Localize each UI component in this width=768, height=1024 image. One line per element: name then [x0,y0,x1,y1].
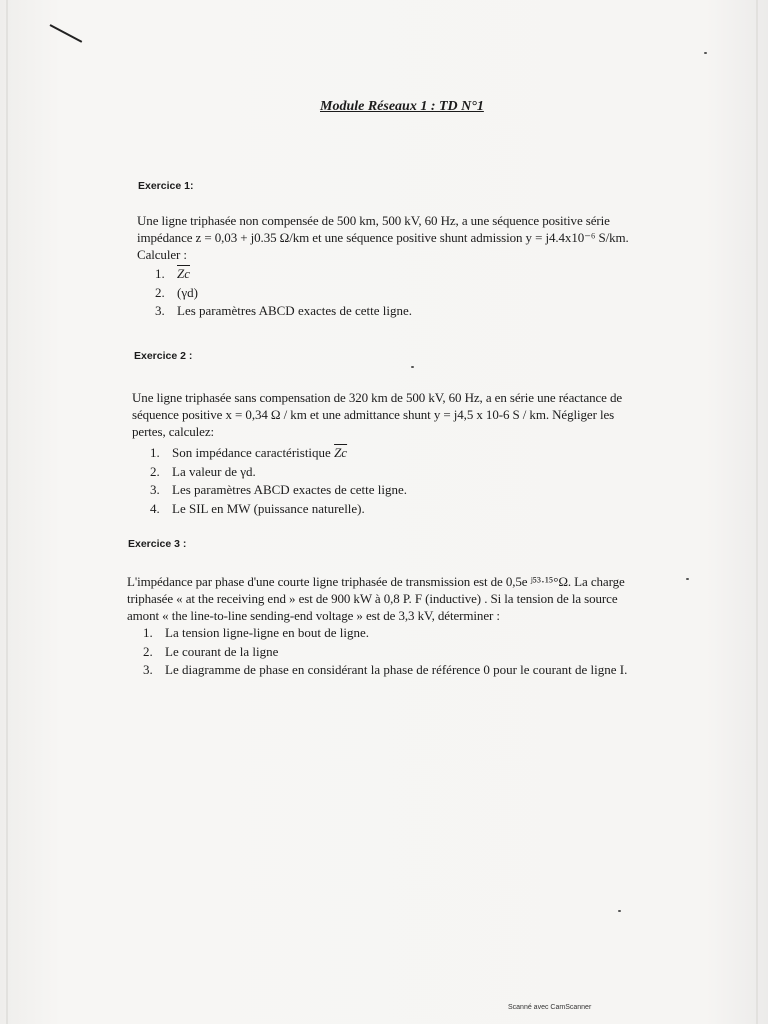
question-item: 3. Les paramètres ABCD exactes de cette ligne. [150,482,407,497]
exercise-3-questions [143,624,627,680]
question-item: 1. La tension ligne-ligne en bout de ligne. [143,625,369,640]
scan-speck [686,578,689,580]
exercise-2-questions [150,444,407,518]
statement-line: impédance z = 0,03 + j0.35 Ω/km et une séquence positive shunt admission y = j4.4x10⁻⁶ S/km. [137,230,629,245]
scan-edge-right [756,0,758,1024]
question-item: 2. (γd) [155,284,198,300]
question-item: 4. Le SIL en MW (puissance naturelle). [150,500,365,516]
scan-speck [618,910,621,912]
statement-line: pertes, calculez: [132,424,215,439]
statement-line: Une ligne triphasée non compensée de 500 km, 500 kV, 60 Hz, a une séquence positive série [137,213,610,228]
scan-edge-left [6,0,8,1024]
exercise-1-statement [137,212,629,263]
question-item: 3. Les paramètres ABCD exactes de cette ligne. [155,303,412,318]
statement-line: triphasée « at the receiving end » est de 900 kW à 0,8 P. F (inductive) . Si la tension de la source [127,591,618,606]
statement-line: Calculer : [137,247,187,262]
statement-line: amont « the line-to-line sending-end voltage » est de 3,3 kV, déterminer : [127,608,500,623]
statement-line: séquence positive x = 0,34 Ω / km et une admittance shunt y = j4,5 x 10-6 S / km. Négliger les [132,407,615,422]
exercise-3-heading: Exercice 3 : [128,538,187,550]
statement-line: Une ligne triphasée sans compensation de 320 km de 500 kV, 60 Hz, a en série une réactance de [132,390,623,405]
scan-speck [704,52,707,54]
exercise-1-questions [155,265,412,321]
question-item: 3. Le diagramme de phase en considérant la phase de référence 0 pour le courant de ligne I. [143,662,628,677]
scanner-watermark: Scanné avec CamScanner [508,1004,592,1011]
question-item: 2. Le courant de la ligne [143,643,279,659]
pen-mark [50,24,83,43]
scan-speck [411,366,414,368]
question-item: 1. $\overline{Zc}$ [155,266,190,281]
exercise-3-statement [127,573,625,624]
page-title: Module Réseaux 1 : TD N°1 [320,99,484,114]
exercise-2-statement [132,389,622,440]
exercise-1-heading: Exercice 1: [138,180,194,192]
question-item: 1. Son impédance caractéristique $\overline{Zc}$ [150,445,348,460]
statement-line: L'impédance par phase d'une courte ligne triphasée de transmission est de 0,5e ʲ⁵³·¹⁵°Ω. La charge [127,574,625,589]
exercise-2-heading: Exercice 2 : [134,350,193,362]
question-item: 2. La valeur de γd. [150,463,256,479]
